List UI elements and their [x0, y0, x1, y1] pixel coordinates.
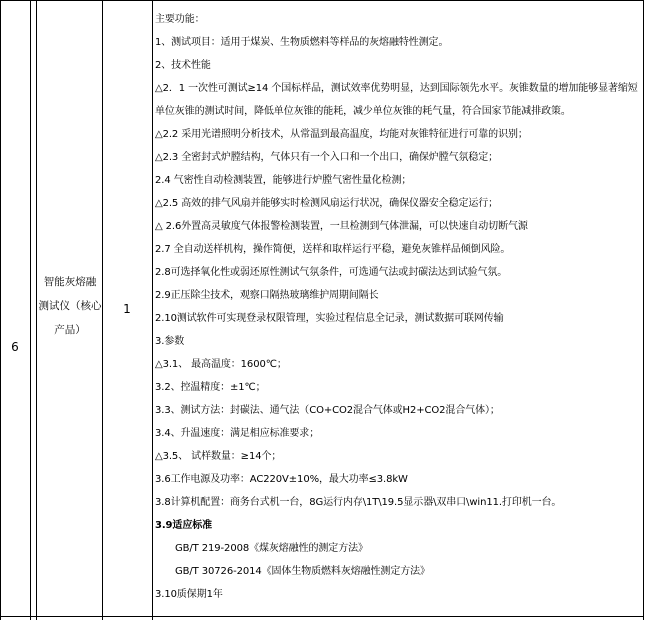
spec-line: △3.1、 最高温度：1600℃； [155, 359, 287, 370]
table-border-right [643, 0, 644, 620]
standard-item: GB/T 219-2008《煤灰熔融性的测定方法》 [175, 543, 368, 554]
spec-line: △2.5 高效的排气风扇并能够实时检测风扇运行状况，确保仪器安全稳定运行； [155, 198, 499, 209]
spec-line: 3.6工作电源及功率：AC220V±10%，最大功率≤3.8kW [155, 474, 408, 485]
spec-heading: 主要功能： [155, 14, 205, 25]
column-divider [36, 0, 37, 620]
spec-line: 2.10测试软件可实现登录权限管理，实验过程信息全记录，测试数据可联网传输 [155, 313, 504, 324]
spec-heading: 3.参数 [155, 336, 185, 347]
product-name [38, 270, 102, 342]
product-name-line: 智能灰熔融 [43, 276, 97, 288]
spec-line: 2.4 气密性自动检测装置，能够进行炉膛气密性量化检测； [155, 175, 412, 186]
row-number: 6 [11, 340, 19, 354]
table-border-top [0, 0, 644, 1]
column-divider [30, 0, 31, 620]
spec-line: △ 2.6外置高灵敏度气体报警检测装置，一旦检测到气体泄漏，可以快速自动切断气源 [155, 221, 528, 232]
product-name-line: 测试仪（核心 [38, 300, 102, 312]
spec-line: 3.10质保期1年 [155, 589, 223, 600]
spec-line: △2．1 一次性可测试≥14 个国标样品，测试效率优势明显，达到国际领先水平。灰锥数量的增加能够显著缩短 [155, 83, 638, 94]
standard-item: GB/T 30726-2014《固体生物质燃料灰熔融性测定方法》 [175, 566, 430, 577]
spec-heading: 2、技术性能 [155, 60, 211, 71]
quantity: 1 [123, 302, 131, 316]
spec-heading: 3.9适应标准 [155, 520, 213, 531]
table-border-left [0, 0, 1, 620]
spec-line: 3.4、升温速度：满足相应标准要求； [155, 428, 320, 439]
spec-line: △3.5、 试样数量：≥14个； [155, 451, 282, 462]
spec-line: △2.3 全密封式炉膛结构，气体只有一个入口和一个出口，确保炉膛气氛稳定； [155, 152, 499, 163]
product-name-line: 产品） [54, 324, 86, 336]
spec-line: 2.7 全自动送样机构，操作简便，送样和取样运行平稳，避免灰锥样品倾倒风险。 [155, 244, 511, 255]
spec-line: 2.9正压除尘技术，观察口隔热玻璃维护周期间隔长 [155, 290, 379, 301]
specification-content [155, 8, 643, 606]
spec-line: △2.2 采用光谱照明分析技术，从常温到最高温度，均能对灰锥特征进行可靠的识别； [155, 129, 528, 140]
spec-line: 1、测试项目：适用于煤炭、生物质燃料等样品的灰熔融特性测定。 [155, 37, 449, 48]
column-divider [152, 0, 153, 620]
spec-line: 3.2、控温精度：±1℃； [155, 382, 266, 393]
spec-line: 单位灰锥的测试时间，降低单位灰锥的能耗，减少单位灰锥的耗气量，符合国家节能减排政策。 [155, 106, 571, 117]
spec-line: 3.8计算机配置：商务台式机一台，8G运行内存\1T\19.5显示器\双串口\win11.打印机一台。 [155, 497, 562, 508]
table-border-bottom [0, 616, 644, 617]
spec-line: 3.3、测试方法：封碳法、通气法（CO+CO2混合气体或H2+CO2混合气体）； [155, 405, 500, 416]
spec-line: 2.8可选择氧化性或弱还原性测试气氛条件，可选通气法或封碳法达到试验气氛。 [155, 267, 508, 278]
